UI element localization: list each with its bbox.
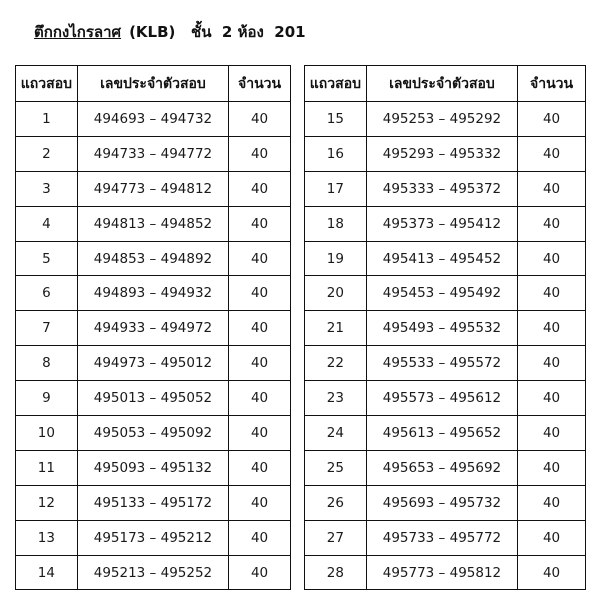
id-range-cell: 495533 – 495572 <box>366 346 517 381</box>
count-cell: 40 <box>229 136 291 171</box>
count-cell: 40 <box>518 171 586 206</box>
id-range-cell: 495413 – 495452 <box>366 241 517 276</box>
table-row <box>305 136 586 171</box>
count-cell: 40 <box>518 136 586 171</box>
building-details: (KLB) ชั้น 2 ห้อง 201 <box>129 23 306 41</box>
table-row <box>305 450 586 485</box>
table-header-row <box>16 66 291 102</box>
row-number-cell: 8 <box>16 346 78 381</box>
row-number-cell: 9 <box>16 381 78 416</box>
count-cell: 40 <box>229 520 291 555</box>
table-row <box>16 171 291 206</box>
count-cell: 40 <box>518 381 586 416</box>
id-range-cell: 495373 – 495412 <box>366 206 517 241</box>
row-number-cell: 2 <box>16 136 78 171</box>
table-row <box>16 276 291 311</box>
id-range-cell: 494813 – 494852 <box>77 206 228 241</box>
table-row <box>16 102 291 137</box>
id-range-cell: 495493 – 495532 <box>366 311 517 346</box>
id-range-cell: 494973 – 495012 <box>77 346 228 381</box>
row-number-cell: 21 <box>305 311 367 346</box>
seating-table-right <box>304 65 586 590</box>
count-cell: 40 <box>229 276 291 311</box>
table-row <box>305 311 586 346</box>
column-header-count: จำนวน <box>229 66 291 102</box>
row-number-cell: 27 <box>305 520 367 555</box>
id-range-cell: 495293 – 495332 <box>366 136 517 171</box>
count-cell: 40 <box>229 311 291 346</box>
count-cell: 40 <box>518 416 586 451</box>
count-cell: 40 <box>229 450 291 485</box>
id-range-cell: 495053 – 495092 <box>77 416 228 451</box>
table-row <box>16 241 291 276</box>
id-range-cell: 494773 – 494812 <box>77 171 228 206</box>
count-cell: 40 <box>518 102 586 137</box>
id-range-cell: 495213 – 495252 <box>77 555 228 590</box>
table-row <box>305 276 586 311</box>
row-number-cell: 4 <box>16 206 78 241</box>
table-row <box>305 381 586 416</box>
table-row <box>16 311 291 346</box>
row-number-cell: 16 <box>305 136 367 171</box>
row-number-cell: 1 <box>16 102 78 137</box>
table-row <box>305 416 586 451</box>
count-cell: 40 <box>518 450 586 485</box>
id-range-cell: 494733 – 494772 <box>77 136 228 171</box>
row-number-cell: 18 <box>305 206 367 241</box>
row-number-cell: 3 <box>16 171 78 206</box>
count-cell: 40 <box>229 171 291 206</box>
row-number-cell: 6 <box>16 276 78 311</box>
row-number-cell: 23 <box>305 381 367 416</box>
count-cell: 40 <box>518 485 586 520</box>
count-cell: 40 <box>229 485 291 520</box>
row-number-cell: 13 <box>16 520 78 555</box>
table-row <box>16 450 291 485</box>
row-number-cell: 22 <box>305 346 367 381</box>
seating-table-left <box>15 65 291 590</box>
id-range-cell: 495133 – 495172 <box>77 485 228 520</box>
count-cell: 40 <box>229 206 291 241</box>
table-row <box>16 346 291 381</box>
row-number-cell: 26 <box>305 485 367 520</box>
table-row <box>305 171 586 206</box>
table-row <box>16 485 291 520</box>
count-cell: 40 <box>229 102 291 137</box>
row-number-cell: 17 <box>305 171 367 206</box>
count-cell: 40 <box>518 311 586 346</box>
row-number-cell: 19 <box>305 241 367 276</box>
id-range-cell: 495013 – 495052 <box>77 381 228 416</box>
table-row <box>16 136 291 171</box>
count-cell: 40 <box>518 555 586 590</box>
row-number-cell: 12 <box>16 485 78 520</box>
id-range-cell: 495173 – 495212 <box>77 520 228 555</box>
row-number-cell: 24 <box>305 416 367 451</box>
table-row <box>16 381 291 416</box>
count-cell: 40 <box>229 241 291 276</box>
table-row <box>305 520 586 555</box>
count-cell: 40 <box>229 416 291 451</box>
table-header-row <box>305 66 586 102</box>
table-row <box>16 520 291 555</box>
table-row <box>305 485 586 520</box>
count-cell: 40 <box>229 346 291 381</box>
id-range-cell: 495733 – 495772 <box>366 520 517 555</box>
count-cell: 40 <box>518 520 586 555</box>
row-number-cell: 25 <box>305 450 367 485</box>
table-row <box>305 555 586 590</box>
column-header-count: จำนวน <box>518 66 586 102</box>
building-name: ตึกกงไกรลาศ <box>34 23 122 41</box>
row-number-cell: 14 <box>16 555 78 590</box>
id-range-cell: 495693 – 495732 <box>366 485 517 520</box>
id-range-cell: 494893 – 494932 <box>77 276 228 311</box>
row-number-cell: 5 <box>16 241 78 276</box>
row-number-cell: 7 <box>16 311 78 346</box>
count-cell: 40 <box>518 206 586 241</box>
column-header-row-number: แถวสอบ <box>16 66 78 102</box>
count-cell: 40 <box>229 555 291 590</box>
row-number-cell: 20 <box>305 276 367 311</box>
id-range-cell: 495253 – 495292 <box>366 102 517 137</box>
page-heading <box>34 20 306 44</box>
table-row <box>16 206 291 241</box>
id-range-cell: 495333 – 495372 <box>366 171 517 206</box>
count-cell: 40 <box>229 381 291 416</box>
count-cell: 40 <box>518 276 586 311</box>
table-row <box>16 416 291 451</box>
count-cell: 40 <box>518 241 586 276</box>
table-row <box>305 102 586 137</box>
table-row <box>305 346 586 381</box>
id-range-cell: 494933 – 494972 <box>77 311 228 346</box>
row-number-cell: 15 <box>305 102 367 137</box>
id-range-cell: 495453 – 495492 <box>366 276 517 311</box>
count-cell: 40 <box>518 346 586 381</box>
id-range-cell: 495093 – 495132 <box>77 450 228 485</box>
column-header-id-range: เลขประจำตัวสอบ <box>366 66 517 102</box>
table-row <box>305 206 586 241</box>
row-number-cell: 11 <box>16 450 78 485</box>
row-number-cell: 10 <box>16 416 78 451</box>
table-row <box>305 241 586 276</box>
column-header-id-range: เลขประจำตัวสอบ <box>77 66 228 102</box>
id-range-cell: 495653 – 495692 <box>366 450 517 485</box>
id-range-cell: 495573 – 495612 <box>366 381 517 416</box>
table-row <box>16 555 291 590</box>
id-range-cell: 494853 – 494892 <box>77 241 228 276</box>
id-range-cell: 494693 – 494732 <box>77 102 228 137</box>
id-range-cell: 495773 – 495812 <box>366 555 517 590</box>
column-header-row-number: แถวสอบ <box>305 66 367 102</box>
id-range-cell: 495613 – 495652 <box>366 416 517 451</box>
row-number-cell: 28 <box>305 555 367 590</box>
